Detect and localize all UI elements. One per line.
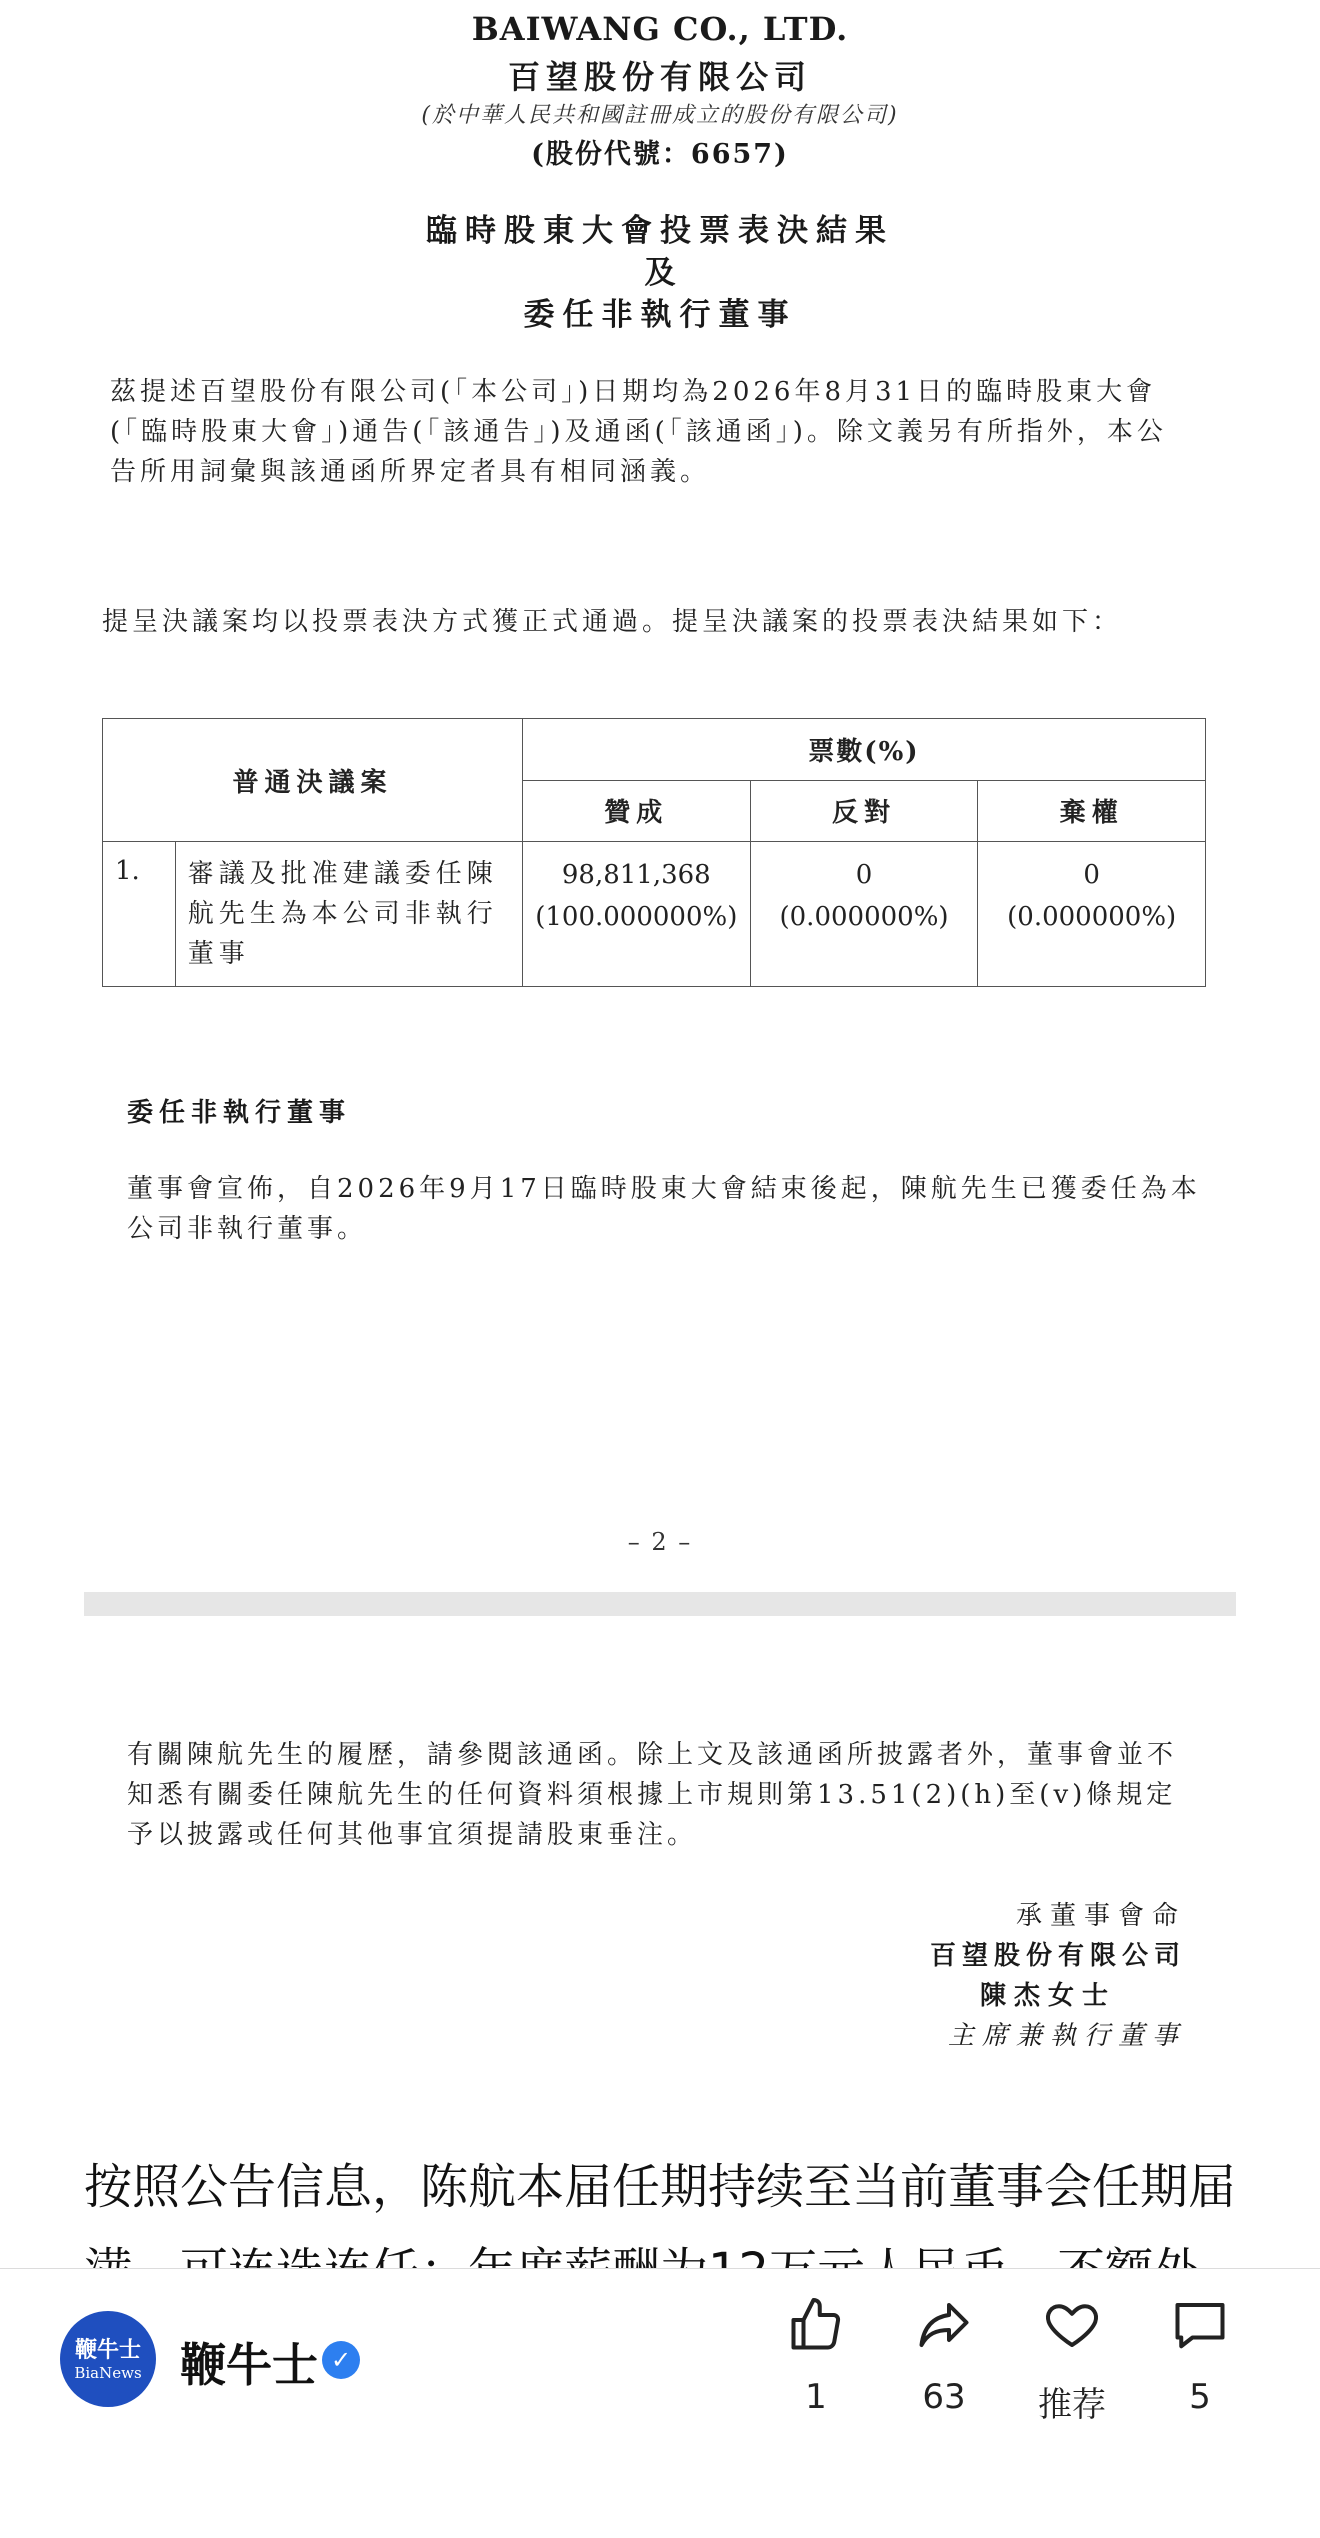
header-against: 反對 bbox=[750, 780, 978, 842]
signature-title: 主席兼執行董事 bbox=[947, 2021, 1186, 2051]
intro-paragraph: 茲提述百望股份有限公司(「本公司」)日期均為2026年8月31日的臨時股東大會(「臨時股東大會」)通告(「該通告」)及通函(「該通函」)。除文義另有所指外，本公告所用詞彙與該通函所界定者具有相同涵義。 bbox=[110, 377, 1167, 487]
header-for: 贊成 bbox=[522, 780, 750, 842]
signature-order: 承董事會命 bbox=[1015, 1901, 1186, 1931]
recommend-label: 推荐 bbox=[1038, 2385, 1106, 2425]
avatar-text-en: BiaNews bbox=[74, 2364, 142, 2382]
recommend-button[interactable] bbox=[1012, 2295, 1132, 2426]
article-text: 按照公告信息，陈航本届任期持续至当前董事会任期届 bbox=[84, 2159, 1237, 2215]
comment-bubble-icon bbox=[1170, 2295, 1230, 2355]
row-number: 1. bbox=[103, 842, 176, 987]
for-percent: (100.000000%) bbox=[535, 902, 738, 932]
verified-badge-icon: ✓ bbox=[322, 2341, 360, 2379]
row-for bbox=[522, 842, 750, 987]
table-row bbox=[103, 842, 1206, 987]
share-button[interactable] bbox=[884, 2295, 1004, 2417]
like-count: 1 bbox=[805, 2377, 827, 2417]
appointment-paragraph: 董事會宣佈，自2026年9月17日臨時股東大會結束後起，陳航先生已獲委任為本公司非執行董事。 bbox=[127, 1174, 1201, 1244]
signature-name: 陳杰女士 bbox=[979, 1981, 1116, 2011]
voting-intro-paragraph: 提呈決議案均以投票表決方式獲正式通過。提呈決議案的投票表決結果如下： bbox=[102, 607, 1123, 637]
page-separator bbox=[84, 1592, 1236, 1616]
against-count: 0 bbox=[855, 860, 873, 890]
share-count: 63 bbox=[922, 2377, 966, 2417]
header-votes: 票數(%) bbox=[522, 719, 1205, 781]
thumbs-up-icon bbox=[786, 2295, 846, 2355]
header-abstain: 棄權 bbox=[978, 780, 1206, 842]
announcement-title-line2: 及 bbox=[644, 255, 676, 291]
like-button[interactable] bbox=[756, 2295, 876, 2417]
abstain-count: 0 bbox=[1083, 860, 1100, 890]
avatar-text-zh: 鞭牛士 bbox=[74, 2337, 141, 2363]
account-name[interactable]: 鞭牛士 bbox=[180, 2338, 318, 2392]
for-count: 98,811,368 bbox=[561, 860, 711, 890]
header-resolution: 普通決議案 bbox=[103, 719, 523, 842]
account-avatar[interactable] bbox=[60, 2311, 156, 2407]
stock-code: (股份代號：6657) bbox=[531, 139, 789, 170]
row-against bbox=[750, 842, 978, 987]
heart-icon bbox=[1042, 2295, 1102, 2355]
row-resolution-text: 審議及批准建議委任陳航先生為本公司非執行董事 bbox=[175, 842, 522, 987]
announcement-title-line1: 臨時股東大會投票表決結果 bbox=[426, 213, 894, 249]
voting-results-table bbox=[102, 718, 1206, 987]
row-abstain bbox=[978, 842, 1206, 987]
comment-button[interactable] bbox=[1140, 2295, 1260, 2417]
company-name-zh: 百望股份有限公司 bbox=[507, 58, 812, 96]
abstain-percent: (0.000000%) bbox=[1007, 902, 1177, 932]
biography-paragraph: 有關陳航先生的履歷，請參閱該通函。除上文及該通函所披露者外，董事會並不知悉有關委任陳航先生的任何資料須根據上市規則第13.51(2)(h)至(v)條規定予以披露或任何其他事宜須提請股東垂注。 bbox=[127, 1740, 1178, 1850]
announcement-title-line3: 委任非執行董事 bbox=[523, 297, 797, 333]
page-number: – 2 – bbox=[627, 1528, 693, 1556]
against-percent: (0.000000%) bbox=[779, 902, 949, 932]
bottom-action-bar bbox=[0, 2268, 1320, 2538]
signature-company: 百望股份有限公司 bbox=[929, 1941, 1186, 1971]
comment-count: 5 bbox=[1189, 2377, 1211, 2417]
share-arrow-icon bbox=[914, 2295, 974, 2355]
incorporation-note: (於中華人民共和國註冊成立的股份有限公司) bbox=[421, 103, 899, 128]
company-name-en: BAIWANG CO., LTD. bbox=[471, 10, 849, 48]
appointment-heading: 委任非執行董事 bbox=[127, 1098, 352, 1128]
